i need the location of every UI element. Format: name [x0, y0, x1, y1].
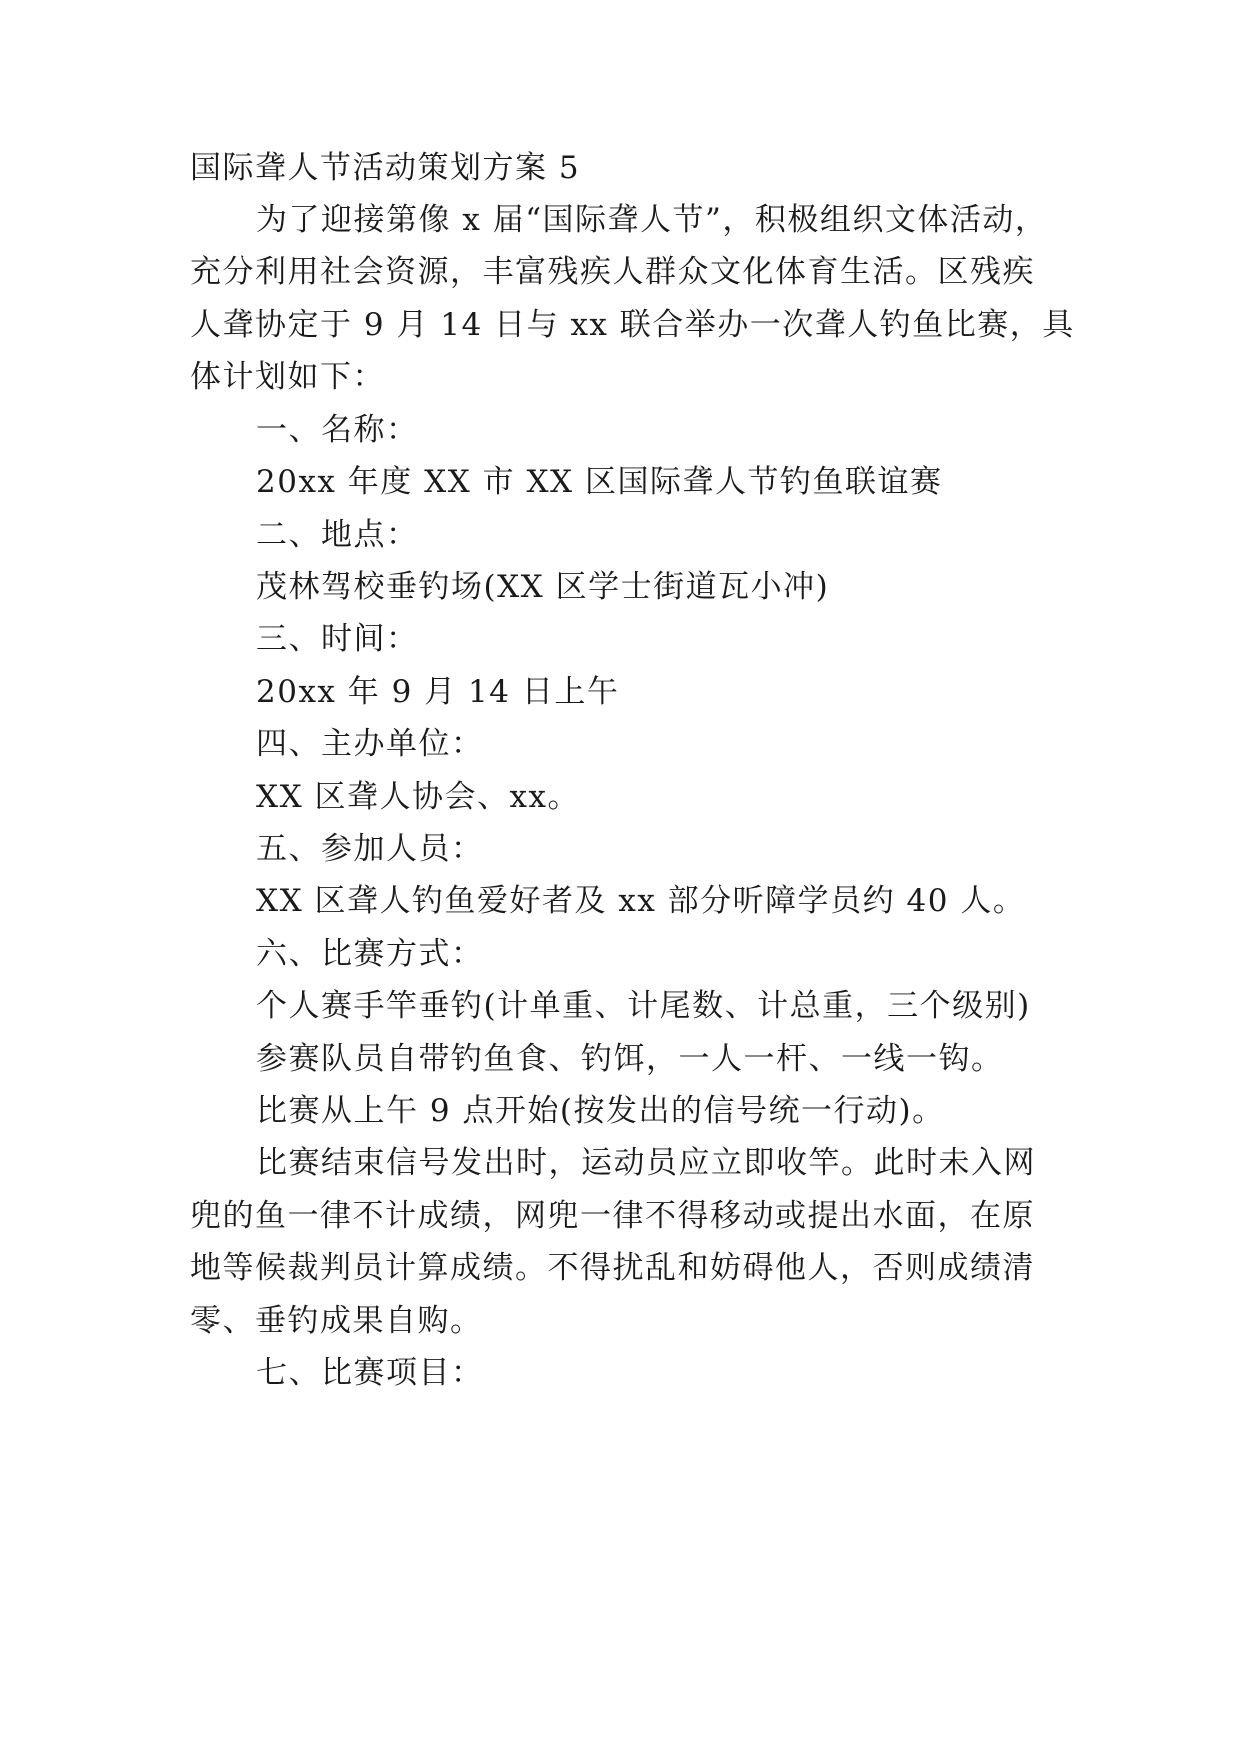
intro-line-3: 人聋协定于 9 月 14 日与 xx 联合举办一次聋人钓鱼比赛，具	[190, 307, 1075, 343]
intro-line-1: 为了迎接第像 x 届“国际聋人节”，积极组织文体活动，	[256, 202, 1048, 238]
section-1-text: 20xx 年度 XX 市 XX 区国际聋人节钓鱼联谊赛	[256, 464, 943, 500]
section-6-heading: 六、比赛方式：	[256, 936, 484, 972]
section-6-line-2: 参赛队员自带钓鱼食、钓饵，一人一杆、一线一钩。	[256, 1041, 1004, 1077]
section-3-text: 20xx 年 9 月 14 日上午	[256, 674, 620, 710]
section-3-heading: 三、时间：	[256, 621, 419, 657]
section-6-paragraph-line-3: 地等候裁判员计算成绩。不得扰乱和妨碍他人，否则成绩清	[190, 1250, 1035, 1286]
section-7-heading: 七、比赛项目：	[256, 1355, 484, 1391]
section-4-heading: 四、主办单位：	[256, 726, 484, 762]
section-2-heading: 二、地点：	[256, 517, 419, 553]
intro-line-2: 充分利用社会资源，丰富残疾人群众文化体育生活。区残疾	[190, 254, 1035, 290]
section-6-paragraph-line-4: 零、垂钓成果自购。	[190, 1303, 483, 1339]
section-2-text: 茂林驾校垂钓场(XX 区学士街道瓦小冲)	[256, 569, 830, 605]
section-6-paragraph-line-2: 兜的鱼一律不计成绩，网兜一律不得移动或提出水面，在原	[190, 1198, 1035, 1234]
section-6-line-1: 个人赛手竿垂钓(计单重、计尾数、计总重，三个级别)	[256, 988, 1031, 1024]
section-6-line-3: 比赛从上午 9 点开始(按发出的信号统一行动)。	[256, 1093, 945, 1129]
section-6-paragraph-line-1: 比赛结束信号发出时，运动员应立即收竿。此时未入网	[256, 1145, 1036, 1181]
document-title: 国际聋人节活动策划方案 5	[190, 150, 581, 186]
section-5-heading: 五、参加人员：	[256, 831, 484, 867]
section-1-heading: 一、名称：	[256, 412, 419, 448]
section-4-text: XX 区聋人协会、xx。	[256, 779, 580, 815]
intro-line-4: 体计划如下：	[190, 359, 385, 395]
section-5-text: XX 区聋人钓鱼爱好者及 xx 部分听障学员约 40 人。	[256, 883, 1026, 919]
